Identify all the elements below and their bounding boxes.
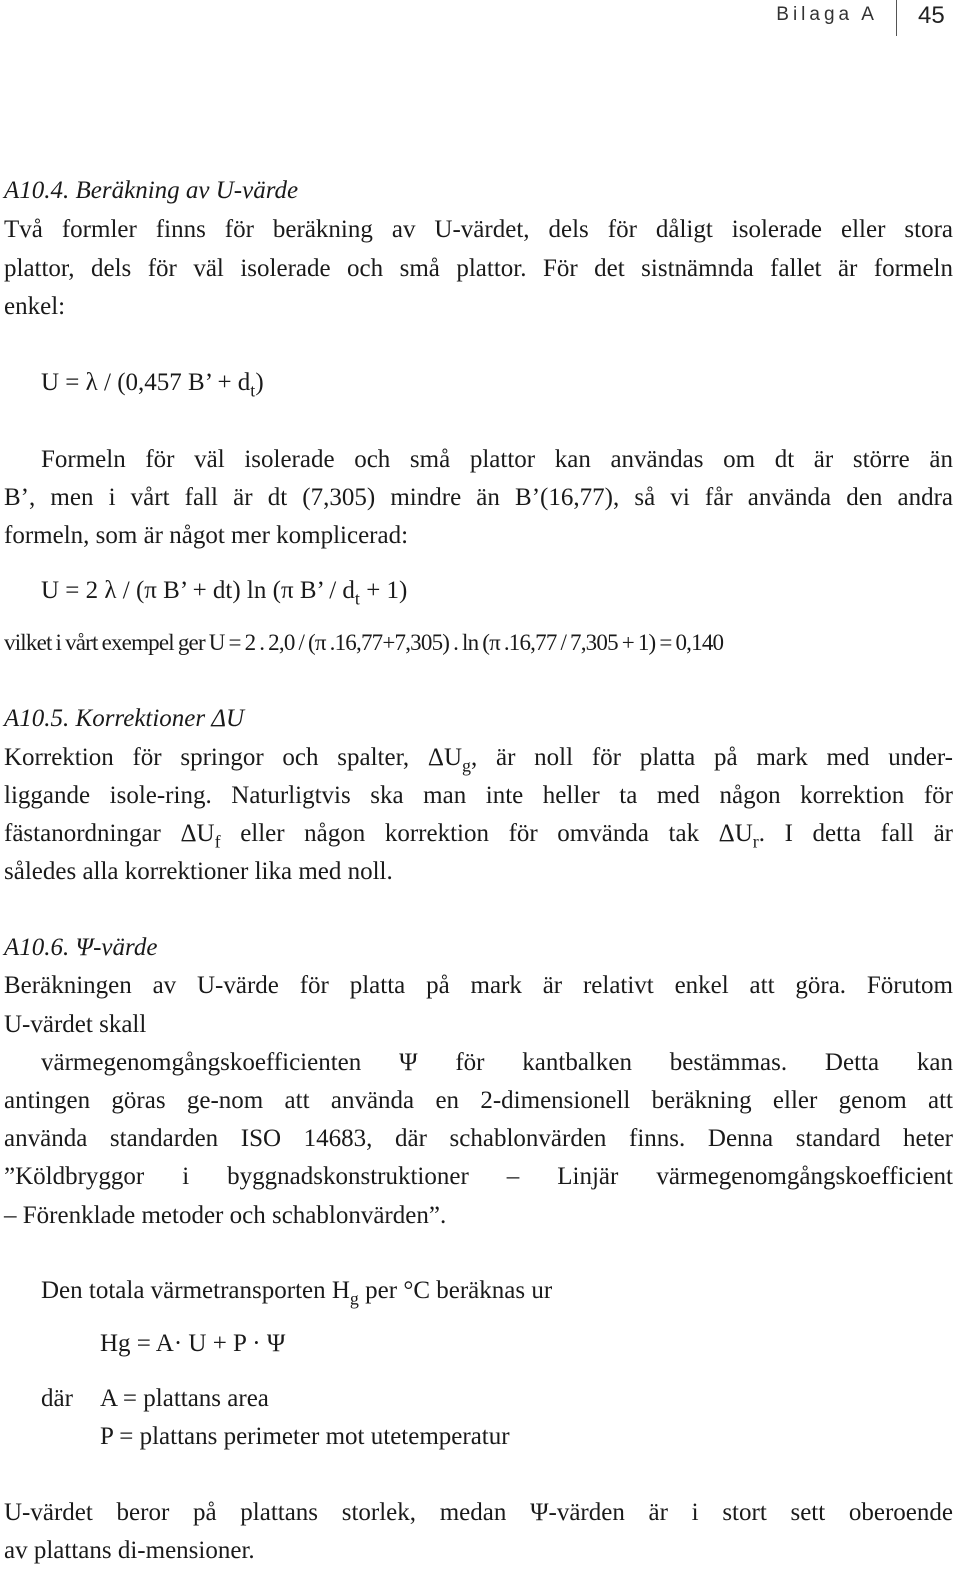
section-heading-a10-5: A10.5. Korrektioner ΔU [4,705,245,732]
paragraph-line: U-värdet skall [4,1011,147,1038]
paragraph-line: plattor, dels för väl isolerade och små plattor. För det sistnämnda fallet är formeln [4,255,953,282]
paragraph-line: B’, men i vårt fall är dt (7,305) mindre än B’(16,77), så vi får använda den andra [4,484,953,511]
definition-perimeter: P = plattans perimeter mot utetemperatur [100,1423,510,1450]
appendix-label: Bilaga A [776,4,878,25]
paragraph-line: antingen göras ge-nom att använda en 2-dimensionell beräkning eller genom att [4,1087,953,1114]
example-calculation: vilket i vårt exempel ger U = 2 . 2,0 / (π .16,77+7,305) . ln (π .16,77 / 7,305 + 1) = 0,140 [4,630,724,655]
paragraph-line: således alla korrektioner lika med noll. [4,858,393,885]
definition-area: A = plattans area [100,1385,269,1412]
paragraph-line: – Förenklade metoder och schablonvärden”. [4,1202,447,1229]
transport-sentence: Den totala värmetransporten $H_g$ per °C beräknas ur [41,1277,553,1309]
paragraph-line: formeln, som är något mer komplicerad: [4,522,409,549]
paragraph-line: Formeln för väl isolerade och små plattor kan användas om dt är större än [41,446,953,473]
paragraph-line: Beräkningen av U-värde för platta på mark är relativt enkel att göra. Förutom [4,972,953,999]
formula-simple: U = λ / (0,457 B’ + $d_t$) [41,369,264,401]
header-divider [896,0,897,36]
paragraph-line: liggande isole-ring. Naturligtvis ska man inte heller ta med någon korrektion för [4,782,953,809]
paragraph-line: använda standarden ISO 14683, där schablonvärden finns. Denna standard heter [4,1125,953,1152]
paragraph-line: ”Köldbryggor i byggnadskonstruktioner – Linjär värmegenomgångskoefficient [4,1163,953,1190]
formula-complex: U = 2 λ / (π B’ + dt) ln (π B’ / $d_t + 1$) [41,577,408,609]
section-heading-a10-4: A10.4. Beräkning av U-värde [4,177,299,204]
paragraph-line: U-värdet beror på plattans storlek, medan Ψ-värden är i stort sett oberoende [4,1499,953,1526]
paragraph-line: Korrektion för springor och spalter, $\Delta U_g$, är noll för platta på mark med under- [4,744,953,776]
paragraph-line: av plattans di-mensioner. [4,1537,255,1564]
formula-hg: Hg = A· U + P · Ψ [100,1330,286,1357]
paragraph-line: fästanordningar $\Delta U_f$ eller någon korrektion för omvända tak $\Delta U_r$. I detta fall är [4,820,953,852]
paragraph-line: värmegenomgångskoefficienten Ψ för kantbalken bestämmas. Detta kan [41,1049,953,1076]
paragraph-line: enkel: [4,293,66,320]
page-number: 45 [918,2,945,29]
where-label: där [41,1385,73,1412]
paragraph-line: Två formler finns för beräkning av U-värdet, dels för dåligt isolerade eller stora [4,216,953,243]
section-heading-a10-6: A10.6. Ψ-värde [4,934,158,961]
